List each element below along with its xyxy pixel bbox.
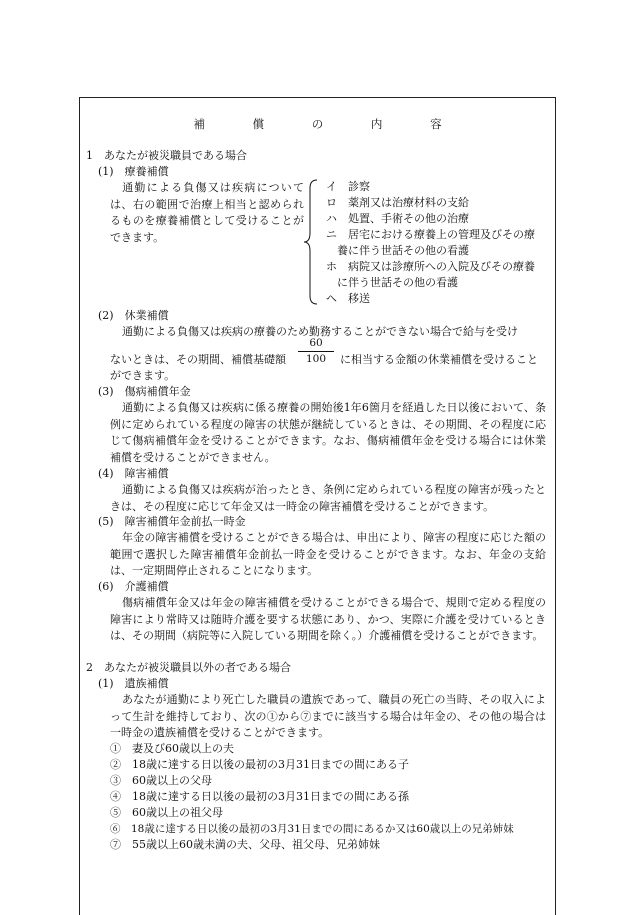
kaigo-text: 傷病補償年金又は年金の障害補償を受けることができる場合で、規則で定める程度の障害により常時又は随時介護を要する状態にあり、かつ、実際に介護を受けているときは、その期間（病院等に入院している期間を除く。）介護補償を受けることができます。 (110, 596, 546, 642)
izoku-list-item: ⑥ 18歳に達する日以後の最初の3月31日までの間にあるか又は60歳以上の兄弟姉妹 (110, 823, 514, 835)
kaigo-label: (6) 介護補償 (98, 580, 169, 593)
shobyo-text: 通勤による負傷又は疾病に係る療養の開始後1年6箇月を経過した日以後において、条例に定められている程度の障害の状態が継続しているときは、その期間、その程度に応じて傷病補償年金を受けることができます。なお、傷病補償年金を受ける場合には休業補償を受けることができません。 (110, 401, 546, 464)
title-char: の (311, 117, 324, 131)
section-2-heading: 2 あなたが被災職員以外の者である場合 (86, 661, 291, 674)
ryoyo-item: ロ 薬剤又は治療材料の支給 (326, 196, 469, 209)
section-1-heading: 1 あなたが被災職員である場合 (86, 149, 247, 162)
ryoyo-item: ハ 処置、手術その他の治療 (326, 212, 469, 225)
izoku-list-item: ① 妻及び60歳以上の夫 (110, 742, 234, 755)
shobyo-label: (3) 傷病補償年金 (98, 385, 191, 398)
fraction-numerator: 60 (298, 336, 334, 352)
kyugyo-line3: ができます。 (110, 369, 176, 382)
title-char: 補 (193, 117, 205, 131)
ryoyo-label: (1) 療養補償 (98, 165, 169, 178)
ryoyo-item: イ 診察 (326, 180, 370, 193)
izoku-list-item: ⑦ 55歳以上60歳未満の夫、父母、祖父母、兄弟姉妹 (110, 838, 380, 851)
title-char: 内 (370, 117, 383, 131)
izoku-list-item: ⑤ 60歳以上の祖父母 (110, 806, 223, 819)
page-title (80, 116, 555, 133)
brace-icon (302, 178, 320, 306)
shogai-text: 通勤による負傷又は疾病が治ったとき、条例に定められている程度の障害が残ったときは、その程度に応じて年金又は一時金の障害補償を受けることができます。 (110, 483, 546, 513)
ryoyo-item: ホ 病院又は診療所への入院及びその療養 (326, 260, 535, 273)
title-char: 償 (252, 117, 265, 131)
ryoyo-item: に伴う世話その他の看護 (326, 276, 458, 289)
kyugyo-line1: 通勤による負傷又は疾病の療養のため勤務することができない場合で給与を受け (122, 325, 518, 338)
content-frame (79, 97, 556, 915)
ryoyo-item: ニ 居宅における療養上の管理及びその療 (326, 228, 535, 241)
kyugyo-label: (2) 休業補償 (98, 309, 169, 322)
ryoyo-item: 養に伴う世話その他の看護 (326, 244, 469, 257)
kyugyo-line2-pre: ないときは、その期間、補償基礎額 (110, 353, 286, 366)
izoku-list-item: ③ 60歳以上の父母 (110, 774, 212, 787)
izoku-list-item: ② 18歳に達する日以後の最初の3月31日までの間にある子 (110, 758, 409, 771)
maebarai-label: (5) 障害補償年金前払一時金 (98, 515, 246, 528)
fraction-denominator: 100 (305, 353, 327, 365)
kyugyo-line2-post: に相当する金額の休業補償を受けること (340, 353, 538, 366)
izoku-label: (1) 遺族補償 (98, 677, 169, 690)
shogai-label: (4) 障害補償 (98, 467, 169, 480)
title-char: 容 (430, 117, 442, 131)
fraction (298, 336, 334, 366)
izoku-list-item: ④ 18歳に達する日以後の最初の3月31日までの間にある孫 (110, 790, 409, 803)
ryoyo-text: 通勤による負傷又は疾病については、右の範囲で治療上相当と認められるものを療養補償として受けることができます。 (110, 181, 304, 244)
ryoyo-item: ヘ 移送 (326, 292, 370, 305)
izoku-text: あなたが通勤により死亡した職員の遺族であって、職員の死亡の当時、その収入によって生計を維持しており、次の①から⑦までに該当する場合は年金の、その他の場合は一時金の遺族補償を受けることができます。 (110, 693, 546, 739)
maebarai-text: 年金の障害補償を受けることができる場合は、申出により、障害の程度に応じた額の範囲で選択した障害補償年金前払一時金を受けることができます。なお、年金の支給は、一定期間停止されることになります。 (110, 531, 546, 577)
